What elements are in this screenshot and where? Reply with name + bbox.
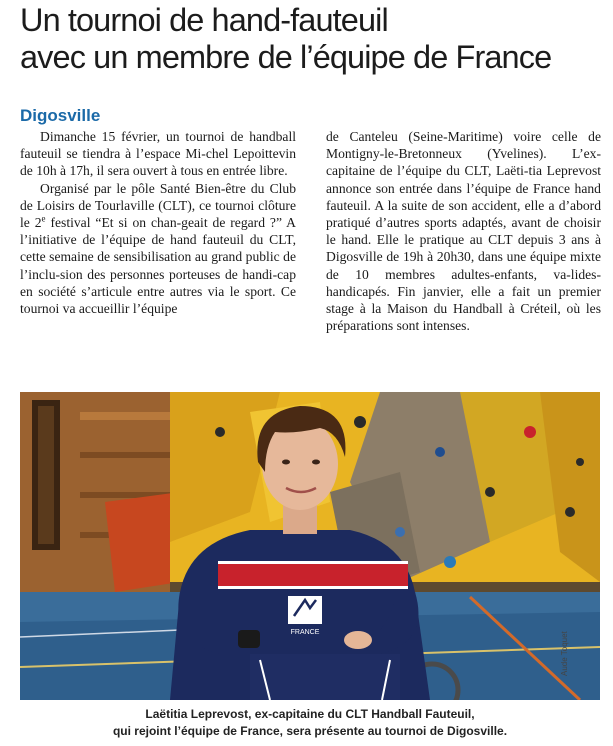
jacket-stripe-red bbox=[218, 564, 408, 586]
text-line: hand. Elle le pratique au CLT depuis 3 ans à bbox=[341, 232, 601, 248]
caption-line-1: Laëtitia Leprevost, ex-capitaine du CLT Handball Fauteuil, bbox=[145, 707, 475, 721]
location-label: Digosville bbox=[20, 106, 101, 125]
climbing-hold bbox=[444, 556, 456, 568]
text-line: de son accident, elle a d’abord pratiqué bbox=[326, 197, 601, 231]
headline-line-2: avec un membre de l’équipe de France bbox=[20, 39, 552, 75]
paragraph-2 bbox=[20, 180, 296, 318]
text-line: de Montigny-le-Bretonneux (Yvelines). bbox=[326, 129, 601, 162]
climbing-hold bbox=[565, 507, 575, 517]
text-line: handball fauteuil se tiendra à l’espace Mi- bbox=[20, 129, 296, 162]
photo-caption bbox=[20, 706, 600, 740]
text-line: à tous en entrée libre. bbox=[171, 163, 288, 179]
paragraph-1 bbox=[20, 128, 296, 180]
climbing-hold bbox=[435, 447, 445, 457]
paragraph-2-continued bbox=[326, 128, 601, 334]
text-line: geait de regard ?” A l’initiative de l’équipe bbox=[20, 215, 296, 248]
climbing-hold bbox=[524, 426, 536, 438]
climbing-hold bbox=[576, 458, 584, 466]
climbing-hold bbox=[395, 527, 405, 537]
text-line: Digosville de 19h à 20h30, dans une équipe bbox=[326, 249, 567, 265]
text-line: cap en société s’articule entre autres via bbox=[20, 266, 296, 299]
athlete-legs bbox=[250, 654, 400, 700]
text-line: l’équipe de France hand fauteuil. A la suite bbox=[326, 180, 601, 213]
text-line: sensibilisation au grand public de l’inclu- bbox=[20, 249, 296, 282]
jacket-text: FRANCE bbox=[290, 629, 320, 636]
text-line: le sport. Ce tournoi va accueillir l’équipe bbox=[20, 283, 296, 317]
climbing-hold bbox=[485, 487, 495, 497]
text-line: chel Lepoittevin de 10h à 17h, il sera ouvert bbox=[20, 146, 296, 179]
hand bbox=[344, 631, 372, 649]
text-line: Créteil, où les préparations sont intenses. bbox=[326, 301, 601, 334]
headline bbox=[20, 2, 610, 76]
caption-line-2: qui rejoint l’équipe de France, sera présente au tournoi de Digosville. bbox=[112, 724, 508, 738]
text-line: festival “Et si on chan- bbox=[45, 215, 182, 231]
text-line: Organisé par le pôle Santé Bien-être du bbox=[40, 180, 265, 196]
climbing-hold bbox=[354, 416, 366, 428]
glove bbox=[238, 630, 260, 648]
climbing-hold bbox=[215, 427, 225, 437]
text-line: lides-handicapés. Fin janvier, elle a fait un bbox=[326, 266, 601, 299]
article-column-left bbox=[20, 128, 296, 317]
text-line: L’ex-capitaine de l’équipe du CLT, Laëti- bbox=[326, 146, 601, 179]
text-line: d’autres sports adaptés, avant de choisir le bbox=[326, 215, 601, 248]
text-line: premier stage à la Maison du Handball à bbox=[326, 283, 601, 317]
text-line: Club de Loisirs de Tourlaville (CLT), ce bbox=[20, 180, 297, 213]
text-line: mixte de 10 membres adultes-enfants, va- bbox=[326, 249, 601, 282]
text-line: sion des personnes porteuses de handi- bbox=[60, 266, 278, 282]
photo-illustration bbox=[20, 392, 600, 700]
text-line: Dimanche 15 février, un tournoi de bbox=[40, 129, 244, 144]
text-line: tia Leprevost annonce son entrée dans bbox=[326, 163, 602, 196]
text-line: tournoi clôture le 2 bbox=[20, 197, 296, 231]
article-column-right bbox=[326, 128, 601, 334]
article-photo bbox=[20, 392, 600, 700]
photo-credit: Aude Toquet bbox=[560, 631, 569, 676]
text-line: de hand fauteuil du CLT, cette semaine de bbox=[20, 232, 296, 265]
headline-line-1: Un tournoi de hand-fauteuil bbox=[20, 2, 388, 38]
superscript: e bbox=[41, 213, 46, 224]
text-line: de Canteleu (Seine-Maritime) voire celle bbox=[326, 129, 578, 144]
wall-panel-red bbox=[105, 492, 180, 592]
